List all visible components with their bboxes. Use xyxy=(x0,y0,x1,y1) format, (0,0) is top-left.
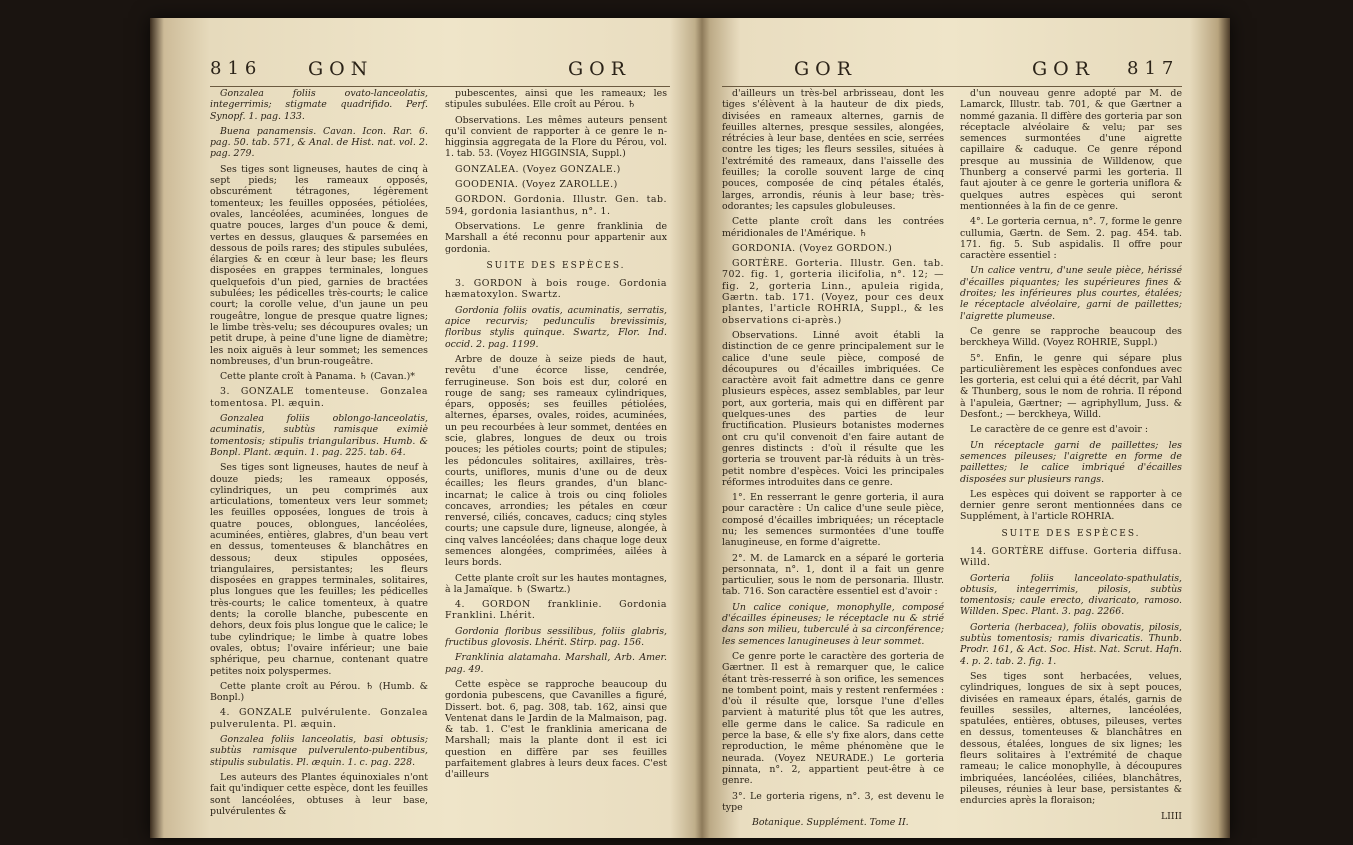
paragraph: Gordonia floribus sessilibus, foliis glabris, fructibus glovosis. Lhérit. Stirp. pag. 156. xyxy=(445,625,667,649)
paragraph: Les espèces qui doivent se rapporter à ce dernier genre seront mentionnées dans ce Supplément, à l'article ROHRIA. xyxy=(960,488,1182,523)
paragraph: 4°. Le gorteria cernua, n°. 7, forme le genre cullumia, Gærtn. de Sem. 2. pag. 454. tab. 171. fig. 5. Sub aspidalis. Il offre pour caractère essentiel : xyxy=(960,216,1182,262)
paragraph: 1°. En resserrant le genre gorteria, il aura pour caractère : Un calice d'une seule pièce, composé d'écailles imbriquées; un réceptacle nu; les semences surmontées d'une touffe lanugineuse, en forme d'aigrette. xyxy=(722,492,944,549)
book-spread xyxy=(150,18,1230,838)
paragraph: Gorteria (herbacea), foliis obovatis, pilosis, subtùs tomentosis; ramis divaricatis. Thunb. Prodr. 161, & Act. Soc. Hist. Nat. Scrut. Hafn. 4. p. 2. tab. 2. fig. 1. xyxy=(960,621,1182,667)
footer-title: Botanique. Supplément. Tome II. xyxy=(752,817,909,828)
signature-mark: LIIII xyxy=(1160,810,1182,822)
paragraph: Ce genre porte le caractère des gorteria de Gærtner. Il est à remarquer que, le calice étant très-resserré à son orifice, les semences ne tombent point, mais y restent renfermées : d'où il résulte que, lorsque l'une d'elles parvient à maturité plus tôt que les autres, elle germe dans le calice. Sa radicule en perce la base, & elle s'y fixe alors, dans cette reproduction, le même phénomène que le neurada. (Voyez NEURADE.) Le gorteria pinnata, n°. 2, appartient peut-être à ce genre. xyxy=(722,650,944,787)
cross-reference: GONZALEA. (Voyez GONZALE.) xyxy=(455,163,621,175)
paragraph: Buena panamensis. Cavan. Icon. Rar. 6. pag. 50. tab. 571, & Anal. de Hist. nat. vol. 2. pag. 279. xyxy=(210,125,428,160)
genus-heading: GORTÈRE. Gorteria. Illustr. Gen. tab. 702. fig. 1, gorteria ilicifolia, n°. 12; — fig. 2, gorteria Linn., apuleia rigida, Gærtn. tab. 171. (Voyez, pour ces deux plantes, l'article ROHRIA, Suppl., & les observations ci-après.) xyxy=(722,258,944,326)
left-column-1 xyxy=(210,88,428,828)
paragraph: d'ailleurs un très-bel arbrisseau, dont les tiges s'élèvent à la hauteur de dix pieds, divisées en rameaux alternes, garnis de feuilles alternes, presque sessiles, alongées, rétrécies à leur base, dentées en scie, serrées contre les tiges; les fleurs sessiles, situées à l'extrémité des rameaux, dans l'aisselle des feuilles; la corolle souvent large de cinq pouces, composée de cinq pétales étalés, larges, arrondis, réunis à leur base; très-odorantes; les capsules globuleuses. xyxy=(722,88,944,212)
header-rule xyxy=(210,86,670,87)
paragraph: Cette plante croît sur les hautes montagnes, à la Jamaïque. ♄ (Swartz.) xyxy=(445,572,667,595)
paragraph: Le caractère de ce genre est d'avoir : xyxy=(970,424,1148,436)
paragraph: Ce genre se rapproche beaucoup des berckheya Willd. (Voyez ROHRIE, Suppl.) xyxy=(960,325,1182,349)
paragraph: Franklinia alatamaha. Marshall, Arb. Amer. pag. 49. xyxy=(445,652,667,675)
paragraph: Un calice conique, monophylle, composé d'écailles épineuses; le réceptacle nu & strié dans son milieu, tuberculé à sa circonférence; les semences lanugineuses à leur sommet. xyxy=(722,601,944,647)
paragraph: Gonzalea foliis oblongo-lanceolatis, acuminatis, subtùs ramisque eximiè tomentosis; stipulis triangularibus. Humb. & Bonpl. Plant. æquin. 1. pag. 225. tab. 64. xyxy=(210,413,428,458)
paragraph: Cette espèce se rapproche beaucoup du gordonia pubescens, que Cavanilles a figuré, Dissert. bot. 6, pag. 308, tab. 162, ainsi que Ventenat dans le Jardin de la Malmaison, pag. & tab. 1. C'est le franklinia americana de Marshall; mais la plante dont il est ici question en diffère par ses feuilles parfaitement glabres à leurs deux faces. C'est d'ailleurs xyxy=(445,678,667,781)
paragraph: Les auteurs des Plantes équinoxiales n'ont fait qu'indiquer cette espèce, dont les feuilles sont lancéolées, obtuses à leur base, pulvérulentes & xyxy=(210,771,428,817)
paragraph: Ses tiges sont herbacées, velues, cylindriques, longues de six à sept pouces, divisées en rameaux épars, étalés, garnis de feuilles sessiles, alternes, lancéolées, spatulées, entières, obtuses, pileuses, vertes en dessus, tomenteuses & blanchâtres en dessous, étalées, longues de six lignes; les fleurs solitaires à l'extrémité de chaque rameau; le calice monophylle, à découpures imbriquées, lancéolées, ciliées, blanchâtres, pileuses, réunies à leur base, persistantes & endurcies après la floraison; xyxy=(960,670,1182,807)
running-head: GOR xyxy=(568,58,632,80)
cross-reference: GOODENIA. (Voyez ZAROLLE.) xyxy=(455,179,618,191)
page-number: 816 xyxy=(210,58,263,79)
paragraph: d'un nouveau genre adopté par M. de Lamarck, Illustr. tab. 701, & que Gærtner a nommé gazania. Il diffère des gorteria par son réceptacle alvéolaire & velu; par ses semences surmontées d'une aigrette capillaire & caduque. Ce genre répond presque au mussinia de Willdenow, que Thunberg a conservé parmi les gorteria. Il faut ajouter à ce genre le gorteria uniflora & quelques autres espèces qui seront mentionnées à la fin de ce genre. xyxy=(960,88,1182,212)
cross-reference: GORDONIA. (Voyez GORDON.) xyxy=(732,242,893,254)
paragraph: Ses tiges sont ligneuses, hautes de neuf à douze pieds; les rameaux opposés, cylindriques, un peu comprimés aux articulations, tomenteux vers leur sommet; les feuilles opposées, longues de trois à quatre pouces, oblongues, lancéolées, acuminées, entières, glabres, d'un beau vert en dessus, tomenteuses & blanchâtres en dessous; deux stipules opposées, triangulaires, persistantes; les fleurs disposées en grappes terminales, solitaires, plus longues que les feuilles; les pédicelles très-courts; le calice tomenteux, à quatre dents; la corolle blanche, pubescente en dehors, deux fois plus longue que le calice; le tube cylindrique; le limbe à quatre lobes ovales, obtus; l'ovaire inférieur; une baie sphérique, peu charnue, contenant quatre petites noix polyspermes. xyxy=(210,462,428,677)
paragraph: 3°. Le gorteria rigens, n°. 3, est devenu le type xyxy=(722,790,944,813)
running-head: GON xyxy=(308,58,374,80)
paragraph: 5°. Enfin, le genre qui sépare plus particulièrement les espèces confondues avec les gorteria, est celui qui a été décrit, par Vahl & Thunberg, sous le nom de rohria. Il répond à l'apuleia, Gærtner; — agriphyllum, Juss. & Desfont.; — berckheya, Willd. xyxy=(960,352,1182,421)
paragraph: Cette plante croît au Pérou. ♄ (Humb. & Bonpl.) xyxy=(210,680,428,704)
paragraph: 2°. M. de Lamarck en a séparé le gorteria personnata, n°. 1, dont il a fait un genre particulier, sous le nom de personaria. Illustr. tab. 716. Son caractère essentiel est d'avoir : xyxy=(722,552,944,598)
paragraph: Gordonia foliis ovatis, acuminatis, serratis, apice recurvis; pedunculis brevissimis, floribus stylis quinque. Swartz, Flor. Ind. occid. 2. pag. 1199. xyxy=(445,304,667,350)
right-page-header xyxy=(702,58,1230,84)
running-head: GOR xyxy=(1032,58,1096,80)
paragraph: Observations. Les mêmes auteurs pensent qu'il convient de rapporter à ce genre le n-higginsia aggregata de la Flore du Pérou, vol. 1. tab. 53. (Voyez HIGGINSIA, Suppl.) xyxy=(445,114,667,160)
left-column-2 xyxy=(445,88,667,828)
species-heading: 3. GORDON à bois rouge. Gordonia hæmatoxylon. Swartz. xyxy=(445,278,667,301)
paragraph: Ses tiges sont ligneuses, hautes de cinq à sept pieds; les rameaux opposés, obscurément tétragones, légèrement tomenteux; les feuilles opposées, pétiolées, ovales, lancéolées, acuminées, longues de quatre pouces, larges d'un pouce & demi, vertes en dessus, glauques & parsemées en dessous de poils rares; des stipules subulées, élargies & en cœur à leur base; les fleurs disposées en grappes terminales, longues quelquefois d'un pied, garnies de bractées subulées; les pédicelles très-courts; le calice court; la corolle velue, d'un jaune un peu rougeâtre, longue de presque quatre lignes; le limbe très-velu; ses découpures ovales; un petit drupe, à peine d'une ligne de diamètre; les noix aiguës à leur sommet; les semences nombreuses, d'un brun-rougeâtre. xyxy=(210,163,428,367)
paragraph: Cette plante croît à Panama. ♄ (Cavan.)* xyxy=(220,371,415,383)
species-heading: 4. GONZALE pulvérulente. Gonzalea pulverulenta. Pl. æquin. xyxy=(210,707,428,730)
genus-heading: GORDON. Gordonia. Illustr. Gen. tab. 594, gordonia lasianthus, n°. 1. xyxy=(445,194,667,217)
running-head: GOR xyxy=(794,58,858,80)
right-page xyxy=(702,18,1230,838)
left-page-header xyxy=(150,58,698,84)
paragraph: Observations. Linné avoit établi la distinction de ce genre principalement sur le calice d'une seule pièce, composé de découpures ou d'écailles imbriquées. Ce caractère avoit fait admettre dans ce genre plusieurs espèces, assez semblables, par leur port, aux gorteria, mais qui en diffèrent par quelques-unes des parties de leur fructification. Plusieurs botanistes modernes ont cru qu'il convenoit d'en faire autant de genres distincts : d'où il résulte que les gorteria se trouvent par-là réduits à un très-petit nombre d'espèces. Voici les principales réformes introduites dans ce genre. xyxy=(722,329,944,488)
section-heading: SUITE DES ESPÈCES. xyxy=(1001,528,1141,539)
page-number: 817 xyxy=(1127,58,1180,79)
species-heading: 3. GONZALE tomenteuse. Gonzalea tomentosa. Pl. æquin. xyxy=(210,386,428,409)
paragraph: Gorteria foliis lanceolato-spathulatis, obtusis, integerrimis, pilosis, subtùs tomentosis; caule erecto, divaricato, ramoso. Willden. Spec. Plant. 3. pag. 2266. xyxy=(960,572,1182,618)
paragraph: pubescentes, ainsi que les rameaux; les stipules subulées. Elle croît au Pérou. ♄ xyxy=(445,88,667,111)
header-rule xyxy=(722,86,1182,87)
paragraph: Gonzalea foliis ovato-lanceolatis, integerrimis; stigmate quadrifido. Perf. Synopf. 1. pag. 133. xyxy=(210,88,428,122)
paragraph: Cette plante croît dans les contrées méridionales de l'Amérique. ♄ xyxy=(722,216,944,239)
species-heading: 14. GORTÈRE diffuse. Gorteria diffusa. Willd. xyxy=(960,545,1182,569)
right-column-1 xyxy=(722,88,944,828)
paragraph: Un calice ventru, d'une seule pièce, hérissé d'écailles piquantes; les supérieures fines & droites; les inférieures plus courtes, étalées; le réceptacle alvéolaire, garni de paillettes; l'aigrette plumeuse. xyxy=(960,265,1182,322)
paragraph: Gonzalea foliis lanceolatis, basi obtusis; subtùs ramisque pulverulento-pubentibus, stipulis subulatis. Pl. æquin. 1. c. pag. 228. xyxy=(210,734,428,768)
paragraph: Arbre de douze à seize pieds de haut, revêtu d'une écorce lisse, cendrée, ferrugineuse. Son bois est dur, coloré en rouge de sang; ses rameaux cylindriques, épars, opposés; ses feuilles pétiolées, alternes, éparses, ovales, roides, acuminées, un peu recourbées à leur sommet, dentées en scie, glabres, longues de deux ou trois pouces; les pétioles courts; point de stipules; les pédoncules solitaires, axillaires, très-courts, uniflores, munis d'une ou de deux écailles; les fleurs grandes, d'un blanc-incarnat; le calice à trois ou cinq folioles concaves, arrondies; les pétales en cœur renversé, ciliés, concaves, caducs; cinq styles courts; une capsule dure, ligneuse, alongée, à cinq valves lancéolées; dans chaque loge deux semences alongées, comprimées, ailées à leurs bords. xyxy=(445,353,667,569)
right-column-2 xyxy=(960,88,1182,828)
paragraph: Observations. Le genre franklinia de Marshall a été reconnu pour appartenir aux gordonia. xyxy=(445,220,667,255)
section-heading: SUITE DES ESPÈCES. xyxy=(486,260,626,271)
paragraph: Un réceptacle garni de paillettes; les semences pileuses; l'aigrette en forme de paillettes; le calice imbriqué d'écailles disposées sur plusieurs rangs. xyxy=(960,439,1182,485)
left-page xyxy=(150,18,698,838)
species-heading: 4. GORDON franklinie. Gordonia Franklini. Lhérit. xyxy=(445,599,667,622)
